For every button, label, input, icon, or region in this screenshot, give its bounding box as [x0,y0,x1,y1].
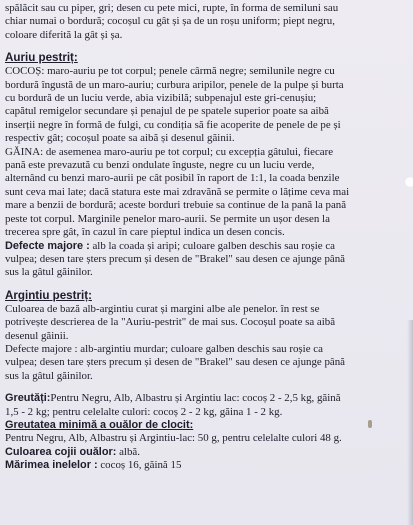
paragraph-line: inserții negre în formă de fulgi, cu condiția să fie acoperite de penele de pe și [5,118,341,131]
paragraph-line: sus la gâtul găinilor. [5,369,93,382]
paper-speck [368,420,372,428]
paragraph-line: bordură îngustă de un maro-auriu; curbura aripilor, penele de la pulpe și burta [5,78,344,91]
paragraph-line: mare a benzii de bordură; aceste borduri trebuie sa continue de la pană la pană [5,199,347,212]
defecte-line [5,240,409,253]
oua-label: Greutatea minimă a ouălor de clocit: [5,418,194,431]
section-heading-auriu: Auriu pestriț: [5,51,78,65]
paragraph-line: GĂINA: de asemenea maro-auriu pe tot corpul; cu excepția gâtului, fiecare [5,145,334,158]
paragraph-line: vulpea; desen tare șters precum și desen de "Brakel" sau desen ce ajunge până [5,252,346,265]
oua-line: Pentru Negru, Alb, Albastru și Argintiu-lac: 50 g, pentru celelalte culori 48 g. [5,432,342,445]
paragraph-line: vulpea; desen tare șters precum și desen de "Brakel" sau desen ce ajunge până [5,356,346,369]
inele-line [5,459,409,472]
paragraph-line: alternând cu benzi maro-aurii pe cât posibil în raport de 1:1, la coada benzile [5,172,340,185]
intro-line: spălăcit sau cu piper, gri; desen cu pete mici, rupte, în forma de semiluni sau [5,2,339,14]
paragraph-line: sunt ceva mai late; dacă statura este mai zdravănă se permite o lățime ceva mai [5,185,350,198]
oua-heading-line [5,419,409,432]
paragraph-line: sus la gâtul găinilor. [5,266,93,279]
paragraph-line: capătul remigelor secundare și penajul de pe spatele superior poate sa aibă [5,105,329,118]
paragraph-line: Culoarea de bază alb-argintiu curat și margini albe ale penelor. în rest se [5,302,320,315]
defecte-label: Defecte majore : [5,239,90,252]
paragraph-line: trecerea spre gât, în cazul în care pieptul indica un desen concis. [5,226,285,239]
paragraph-line: Defecte majore : alb-argintiu murdar; culoare galben deschis sau roșie ca [5,342,323,355]
inele-label: Mărimea inelelor : [5,459,98,472]
paragraph-line: cu bordură de un luciu verde, abia vizibilă; subpenajul este gri-cenușiu; [5,92,317,105]
defecte-text: alb la coada și aripi; culoare galben deschis sau roșie ca [89,239,335,252]
culoare-line [5,446,409,459]
intro-line: coloare diferită la gât și șa. [5,28,123,41]
culoare-value: albă. [116,445,140,458]
page-edge-shadow [407,320,413,525]
paragraph-line: potrivește descrierea de la "Auriu-pestrit" de mai sus. Cocoșul poate sa aibă [5,316,336,329]
binder-hole [404,176,413,188]
section-heading-argintiu: Argintiu pestriț: [5,288,92,302]
greutati-line-2: 1,5 - 2 kg; pentru celelalte culori: cocoș 2 - 2 kg, găina 1 - 2 kg. [5,405,283,418]
paragraph-line: COCOȘ: maro-auriu pe tot corpul; penele cârmă negre; semilunile negre cu [5,65,335,78]
greutati-label: Greutăți: [5,392,51,405]
greutati-line [5,392,409,405]
paragraph-line: respectiv gât; cocoșul poate sa aibă și desenul găinii. [5,132,235,145]
inele-value: cocoș 16, găină 15 [97,459,182,472]
greutati-text: Pentru Negru, Alb, Albastru și Argintiu lac: cocoș 2 - 2,5 kg, găină [50,392,341,405]
intro-line: chiar numai o bordură; cocoșul cu gât și șa de un roșu uniform; piept negru, [5,15,335,28]
culoare-label: Culoarea cojii ouălor: [5,445,117,458]
paragraph-line: pană este prevazută cu benzi ondulate înguste, negre cu un luciu verde, [5,159,315,172]
paragraph-line: desenul găinii. [5,329,69,342]
paragraph-line: peste tot corpul. Marginile penelor maro-aurii. Se permite un ușor desen la [5,212,330,225]
